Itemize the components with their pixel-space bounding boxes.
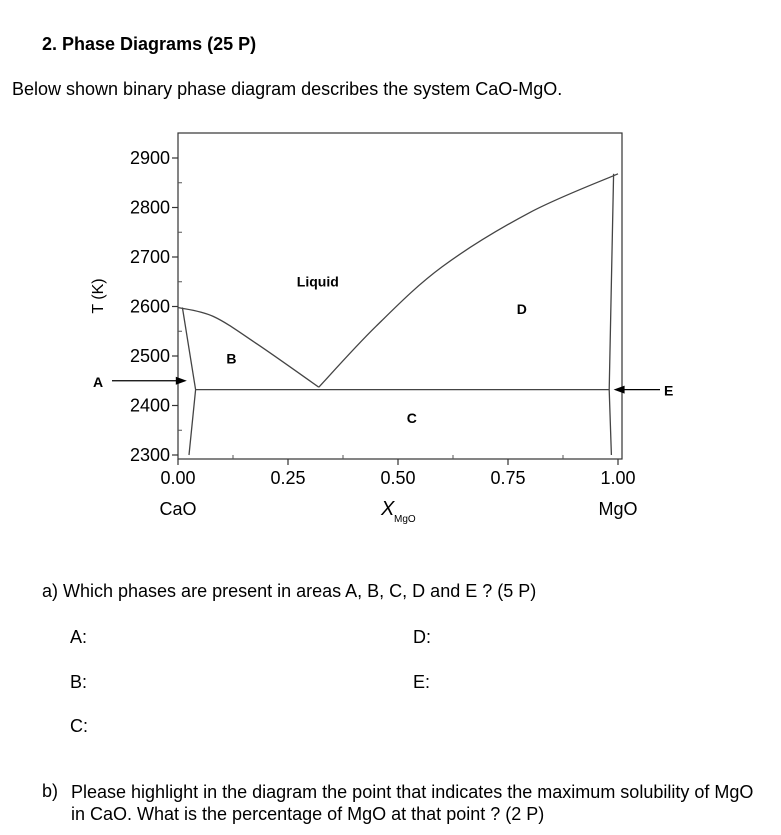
liquidus-right-curve <box>319 174 618 387</box>
x-tick-label: 1.00 <box>600 468 636 488</box>
y-tick-label: 2700 <box>129 247 170 267</box>
region-label-d: D <box>516 300 527 317</box>
question-b-text: Please highlight in the diagram the point that indicates the maximum solubility of MgO in CaO. What is the percentage of MgO at that point ? (2 P) <box>71 782 754 824</box>
x-tick-sublabel: MgO <box>598 499 638 519</box>
answer-label-a: A: <box>70 627 88 647</box>
region-label-liquid: Liquid <box>296 273 339 290</box>
y-tick-label: 2800 <box>129 197 170 218</box>
y-tick-label: 2500 <box>129 346 170 366</box>
x-tick-label: 0.75 <box>490 468 526 488</box>
y-tick-label: 2400 <box>129 395 170 416</box>
y-axis-label: T (K) <box>90 278 107 314</box>
arrow-a-label: A <box>93 373 104 390</box>
y-tick-label: 2300 <box>129 445 170 465</box>
question-b-number: b) <box>42 781 59 801</box>
region-label-c: C <box>406 409 417 426</box>
question-a: a) Which phases are present in areas A, B, C, D and E ? (5 P) <box>42 581 537 601</box>
x-tick-label: 0.25 <box>270 468 306 488</box>
arrow-a-head <box>176 377 187 385</box>
x-tick-label: 0.00 <box>160 468 196 488</box>
y-tick-label: 2900 <box>129 148 170 168</box>
answer-label-d: D: <box>413 627 431 647</box>
solvus-right-line <box>609 174 613 455</box>
answer-label-b: B: <box>70 672 88 692</box>
x-axis-label: X <box>381 498 395 520</box>
region-label-b: B <box>226 350 237 367</box>
y-tick-label: 2600 <box>129 296 170 317</box>
section-title: 2. Phase Diagrams (25 P) <box>42 34 257 54</box>
liquidus-left-curve <box>178 308 319 388</box>
plot-frame <box>178 133 622 459</box>
arrow-e-head <box>614 386 625 394</box>
x-tick-label: 0.50 <box>380 468 416 488</box>
x-axis-label-subscript: MgO <box>394 514 416 525</box>
answer-label-c: C: <box>70 716 88 736</box>
answer-label-e: E: <box>413 672 431 692</box>
arrow-e-label: E <box>664 382 674 399</box>
x-tick-sublabel: CaO <box>159 499 197 519</box>
intro-text: Below shown binary phase diagram describes the system CaO-MgO. <box>12 79 563 99</box>
